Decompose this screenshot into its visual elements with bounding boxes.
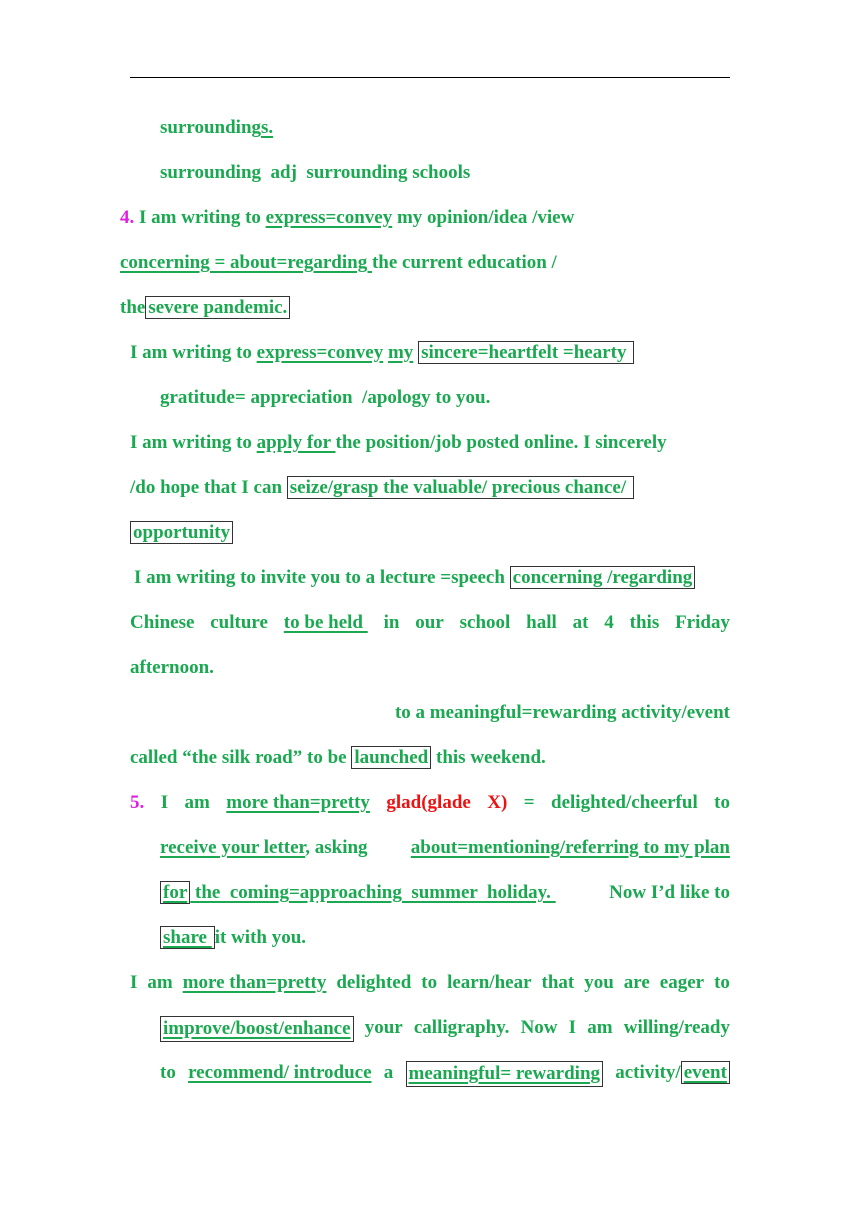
text-line: share it with you. (160, 926, 306, 950)
text-line: for the coming=approaching summer holiday. Now I’d like to (160, 881, 730, 905)
header-rule (130, 77, 730, 78)
text-line: improve/boost/enhance your calligraphy. Now I am willing/ready (160, 1016, 730, 1042)
text-line: the severe pandemic. (120, 296, 290, 320)
text-line: Chinese culture to be held in our school hall at 4 this Friday (130, 612, 730, 633)
boxed-phrase: sincere=heartfelt =hearty (418, 341, 634, 364)
text-line: /do hope that I can seize/grasp the valuable/ precious chance/ (130, 476, 634, 500)
text-line: afternoon. (130, 657, 214, 678)
boxed-phrase: share (160, 926, 215, 949)
boxed-phrase: launched (351, 746, 431, 769)
text-line: I am writing to apply for the position/job posted online. I sincerely (130, 432, 667, 453)
text-line: gratitude= appreciation /apology to you. (160, 387, 491, 408)
boxed-phrase: event (681, 1061, 730, 1084)
text-line: surroundings. (160, 117, 274, 138)
text-line: receive your letter, asking about=mentioning/referring to my plan (160, 837, 730, 858)
text-line: I am writing to express=convey my sincere=heartfelt =hearty (130, 341, 634, 365)
boxed-phrase: severe pandemic. (145, 296, 290, 319)
boxed-phrase: meaningful= rewarding (406, 1061, 604, 1087)
text-line: surrounding adj surrounding schools (160, 162, 471, 183)
boxed-phrase: opportunity (130, 521, 233, 544)
text-line: concerning = about=regarding the current education / (120, 252, 557, 273)
item-number: 4. (120, 207, 135, 228)
text-line: 4. I am writing to express=convey my opinion/idea /view (120, 207, 575, 228)
text-line: 5. I am more than=pretty glad(glade X) = delighted/cheerful to (130, 792, 730, 813)
boxed-phrase: improve/boost/enhance (160, 1016, 354, 1042)
item-number: 5. (130, 792, 145, 813)
boxed-phrase: for (160, 881, 190, 904)
text-line: I am more than=pretty delighted to learn/hear that you are eager to (130, 972, 730, 993)
text-line (130, 521, 233, 545)
boxed-phrase: seize/grasp the valuable/ precious chance/ (287, 476, 634, 499)
text-line: called “the silk road” to be launched this weekend. (130, 747, 546, 768)
boxed-phrase: concerning /regarding (510, 566, 696, 589)
text-line: to recommend/ introduce a meaningful= rewarding activity/ event (160, 1061, 730, 1087)
text-line: to a meaningful=rewarding activity/event (394, 702, 730, 723)
text-line: I am writing to invite you to a lecture =speech concerning /regarding (134, 566, 695, 590)
